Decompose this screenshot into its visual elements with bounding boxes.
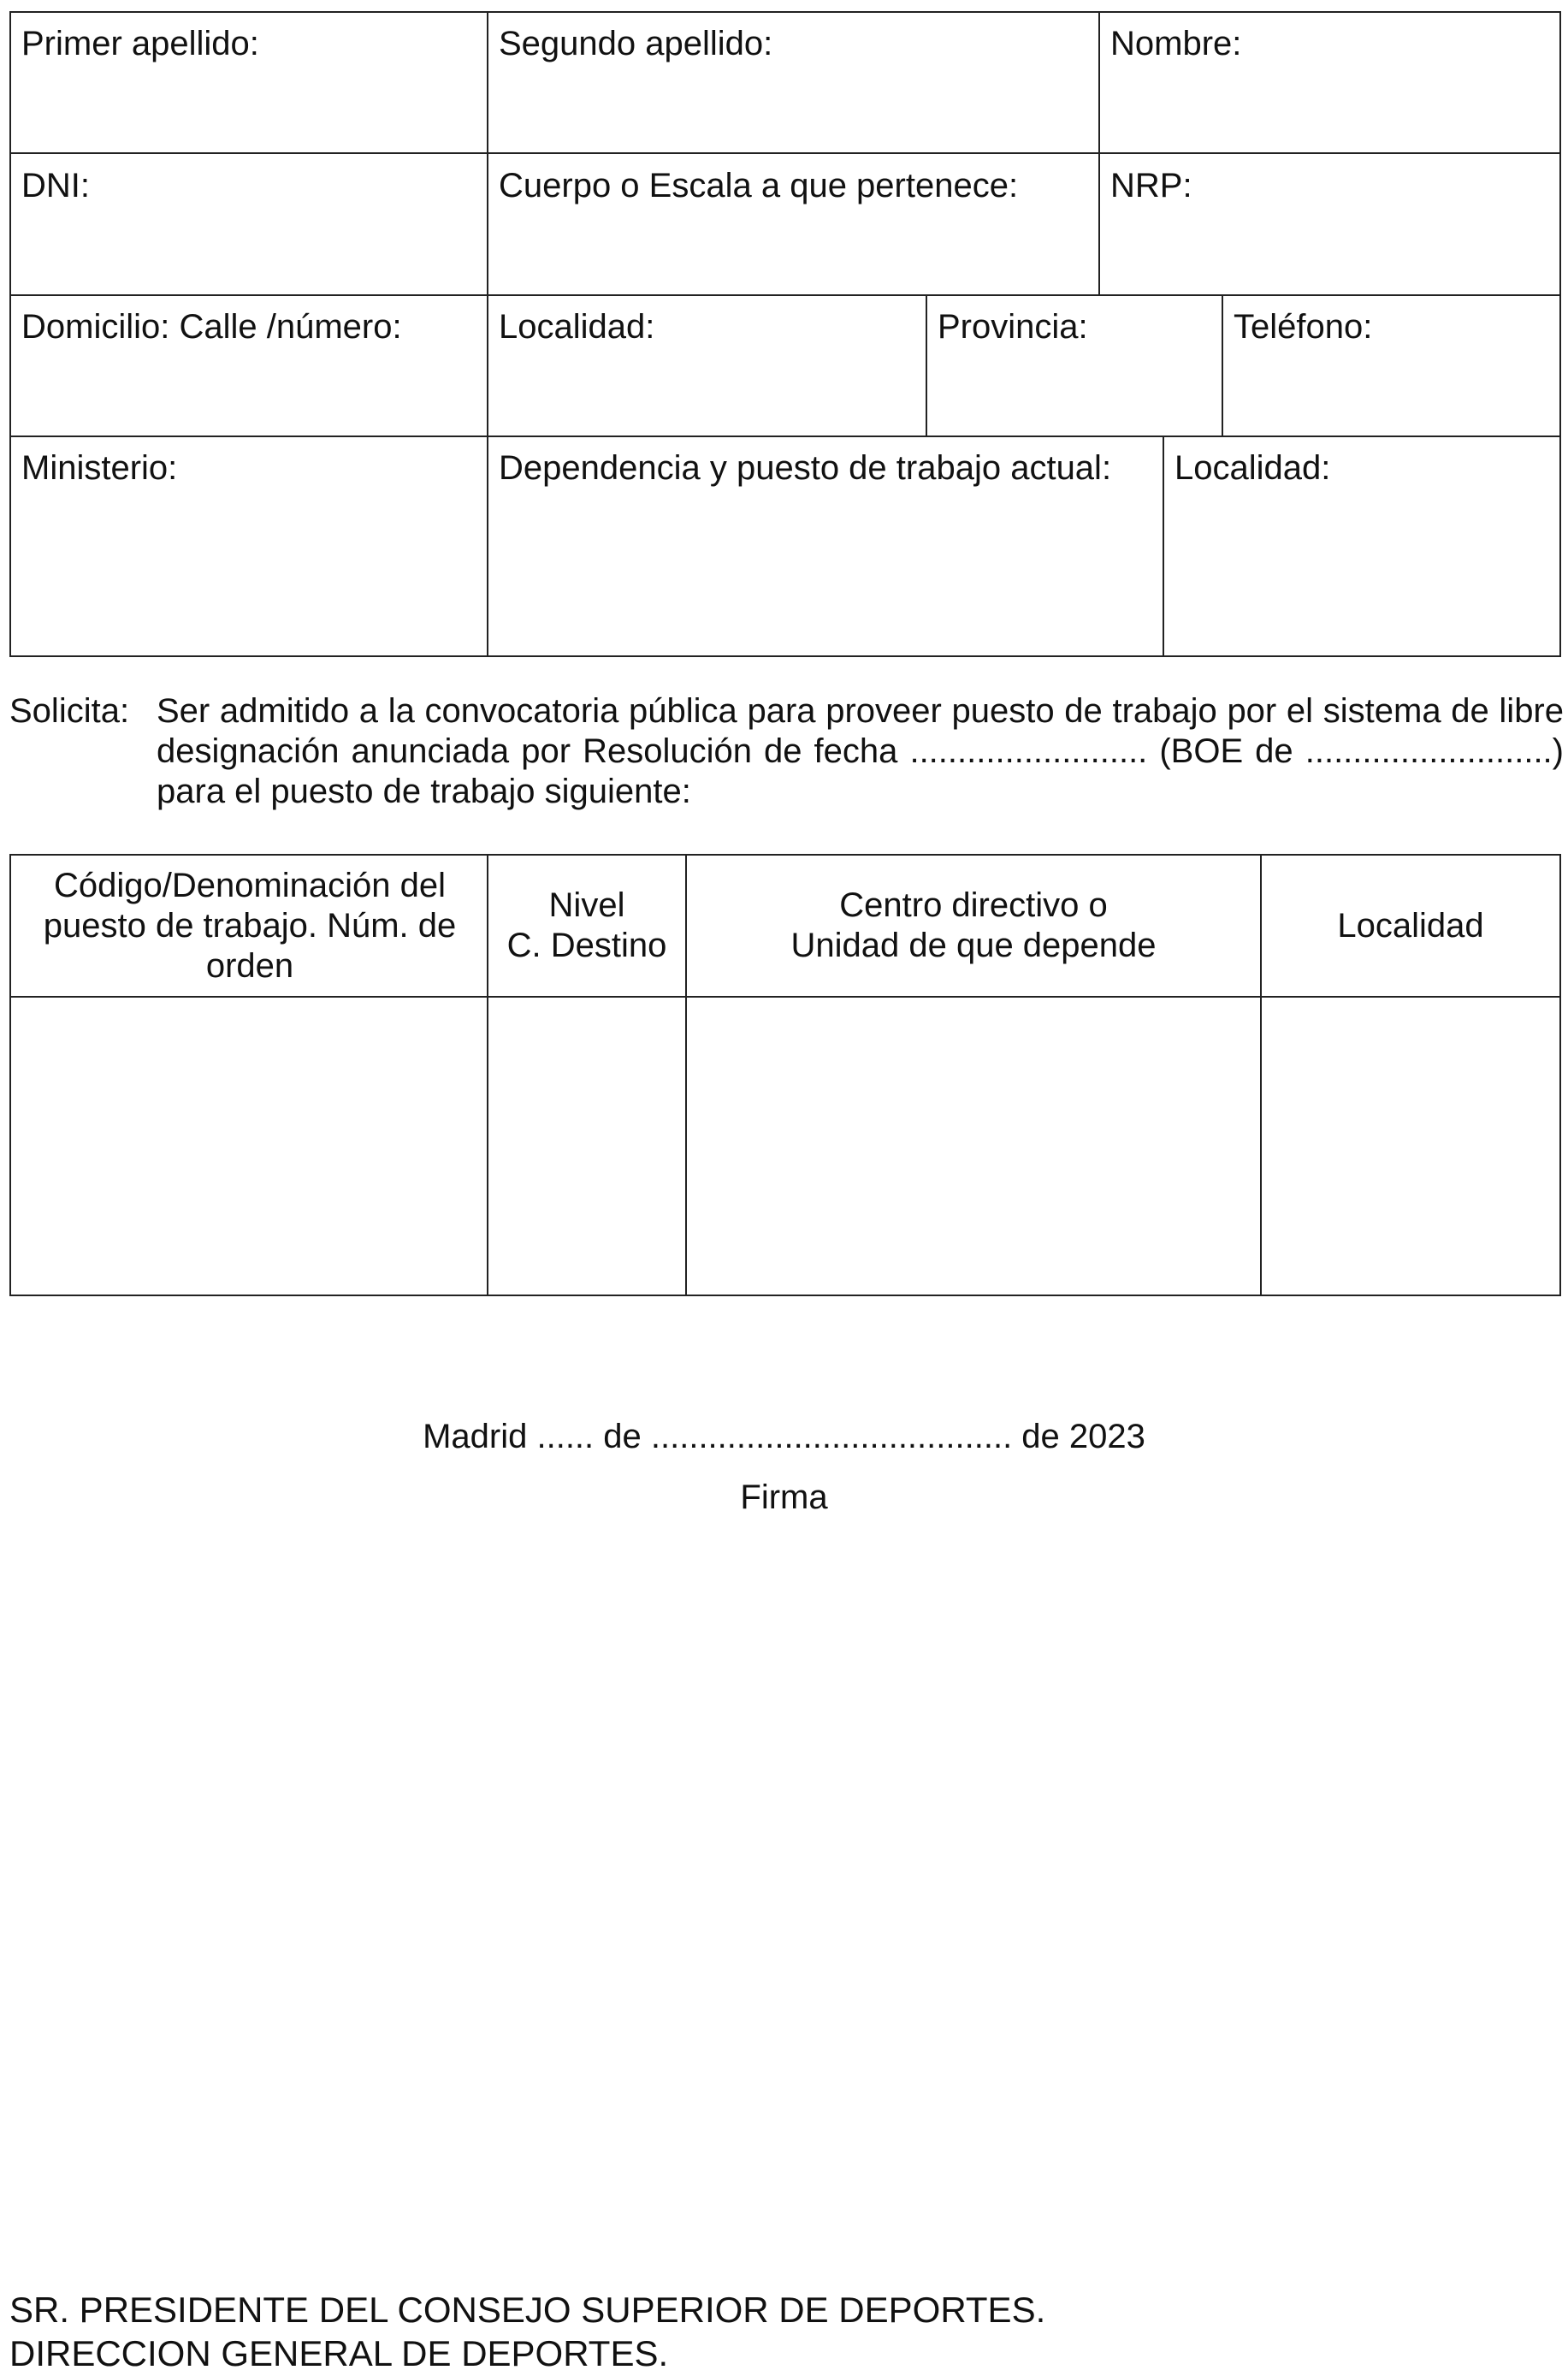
- row-divider: [11, 436, 1559, 437]
- column-divider: [1163, 436, 1164, 657]
- column-divider: [487, 436, 488, 657]
- signature-area[interactable]: [479, 1532, 1089, 2216]
- solicita-line-1: Ser admitido a la convocatoria pública para proveer puesto de trabajo por el sistema de libre: [157, 692, 1564, 730]
- solicita-line-3: para el puesto de trabajo siguiente:: [157, 773, 691, 810]
- addressee-line-1: SR. PRESIDENTE DEL CONSEJO SUPERIOR DE DEPORTES.: [9, 2290, 1046, 2330]
- domicilio-field[interactable]: Domicilio: Calle /número:: [21, 308, 402, 346]
- header-localidad-text: Localidad: [1337, 906, 1484, 945]
- header-codigo: [28, 856, 471, 996]
- row-divider: [11, 152, 1559, 154]
- addressee-line-2: DIRECCION GENERAL DE DEPORTES.: [9, 2333, 669, 2373]
- dependencia-field[interactable]: Dependencia y puesto de trabajo actual:: [499, 449, 1112, 487]
- telefono-field[interactable]: Teléfono:: [1234, 308, 1373, 346]
- cuerpo-escala-field[interactable]: Cuerpo o Escala a que pertenece:: [499, 167, 1019, 204]
- column-divider: [1098, 13, 1100, 294]
- nombre-field[interactable]: Nombre:: [1110, 25, 1242, 62]
- header-nivel: [488, 856, 685, 996]
- entry-localidad-cell[interactable]: [1262, 998, 1559, 1295]
- segundo-apellido-field[interactable]: Segundo apellido:: [499, 25, 773, 62]
- entry-codigo-cell[interactable]: [11, 998, 487, 1295]
- localidad-field[interactable]: Localidad:: [499, 308, 655, 346]
- date-line: Madrid ...... de ...................................... de 2023: [423, 1418, 1145, 1455]
- position-table: [9, 854, 1561, 1296]
- solicita-text: [157, 691, 1564, 812]
- header-centro: [687, 856, 1260, 996]
- primer-apellido-field[interactable]: Primer apellido:: [21, 25, 259, 62]
- solicita-label: Solicita:: [9, 692, 130, 730]
- header-centro-line-2: Unidad de que depende: [790, 927, 1157, 964]
- header-centro-line-1: Centro directivo o: [839, 886, 1108, 924]
- personal-data-form: [9, 11, 1561, 657]
- localidad-actual-field[interactable]: Localidad:: [1175, 449, 1331, 487]
- row-divider: [11, 294, 1559, 296]
- nrp-field[interactable]: NRP:: [1110, 167, 1192, 204]
- header-nivel-line-1: Nivel: [548, 886, 625, 924]
- entry-centro-cell[interactable]: [687, 998, 1260, 1295]
- solicita-line-2: designación anunciada por Resolución de fecha ......................... (BOE de ..........................): [157, 732, 1564, 770]
- provincia-field[interactable]: Provincia:: [938, 308, 1088, 346]
- header-nivel-line-2: C. Destino: [506, 927, 667, 964]
- column-divider: [487, 13, 488, 436]
- ministerio-field[interactable]: Ministerio:: [21, 449, 178, 487]
- entry-nivel-cell[interactable]: [488, 998, 685, 1295]
- firma-label: Firma: [740, 1478, 828, 1516]
- dni-field[interactable]: DNI:: [21, 167, 90, 204]
- header-localidad: [1262, 856, 1559, 996]
- column-divider: [1222, 294, 1223, 436]
- header-codigo-text: Código/Denominación del puesto de trabajo. Núm. de orden: [43, 866, 457, 985]
- column-divider: [926, 294, 927, 436]
